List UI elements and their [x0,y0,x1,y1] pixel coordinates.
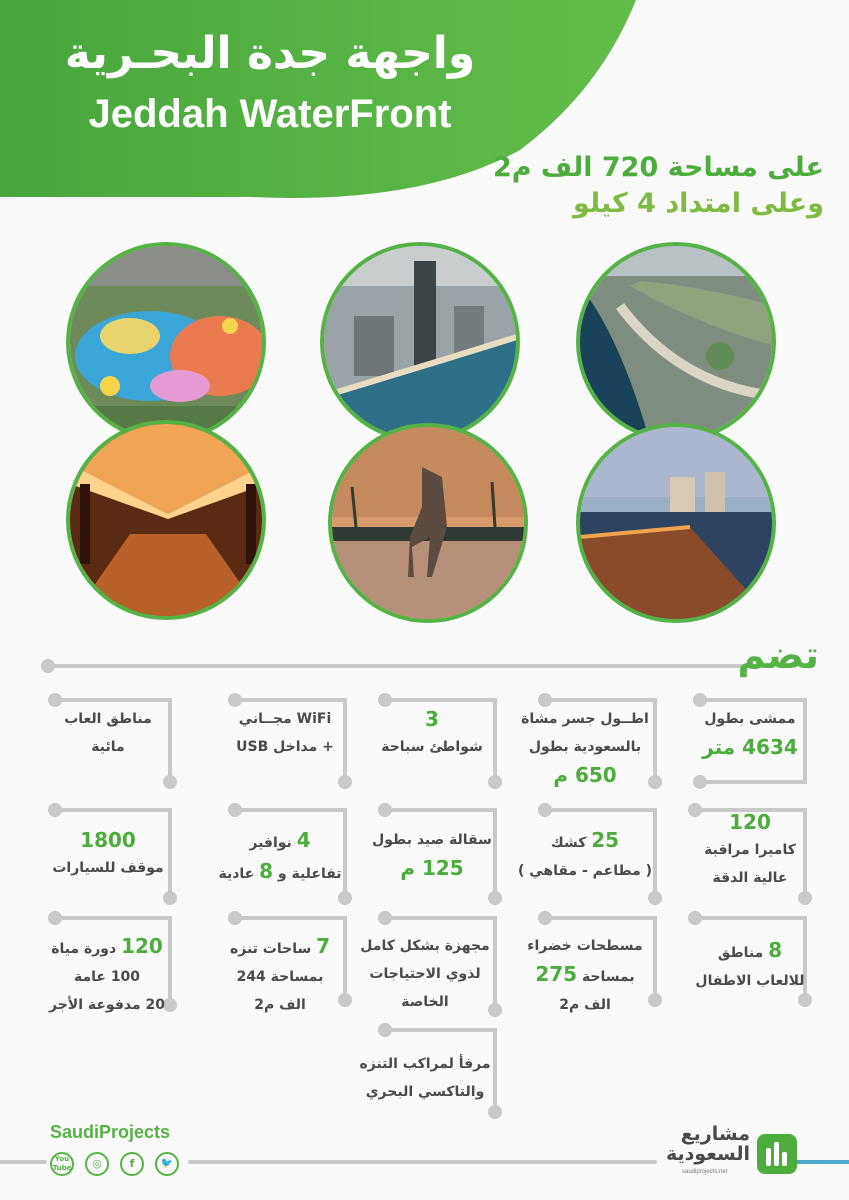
twitter-icon[interactable]: 🐦 [155,1152,179,1176]
feature-fishing [362,826,502,882]
plazas-text-1: ساحات تنزه [229,941,312,957]
accessible-text-2: لذوي الاحتياجات [369,966,481,982]
accessible-text-3: الخاصة [401,994,449,1010]
marina-text-1: مرفأ لمراكب التنزه [359,1056,491,1072]
green-text-2: بمساحة [581,969,635,985]
feature-kiosks [515,826,655,885]
feature-plazas [210,932,350,1019]
logo-icon [757,1134,797,1174]
cameras-text-1: كاميرا مراقبة [704,842,796,858]
feature-bridge [515,705,655,789]
cameras-text-2: عالية الدقة [712,870,788,886]
wifi-text-1: WiFi مجــاني [238,711,332,727]
beaches-num: 3 [425,707,439,731]
kiosks-text-1: كشك [550,835,587,851]
beaches-text: شواطئ سباحة [381,739,483,755]
feature-fountains [210,826,350,888]
kids-num: 8 [768,938,783,962]
logo-line-2: السعودية [665,1143,750,1165]
green-text-3: الف م2 [559,997,611,1013]
feature-cameras [680,808,820,892]
fishing-text: سقالة صيد بطول [372,832,492,848]
feature-parking [38,826,178,882]
parking-text: موقف للسيارات [52,860,164,876]
facebook-icon[interactable]: f [120,1152,144,1176]
feature-kids [680,936,820,995]
logo-line-1: مشاريع [680,1123,750,1145]
accessible-text-1: مجهزة بشكل كامل [360,938,490,954]
water-games-text-1: مناطق العاب [64,711,152,727]
wifi-text-2: + مداخل USB [236,739,334,755]
area-line-2: وعلى امتداد 4 كيلو [573,188,824,219]
kiosks-text-2: ( مطاعم - مقاهي ) [517,863,653,879]
fountains-text-2b: عادية [218,866,255,882]
feature-marina [355,1050,495,1106]
instagram-icon[interactable]: ◎ [85,1152,109,1176]
feature-green [515,932,655,1019]
feature-walkway [680,705,820,761]
youtube-icon[interactable]: You Tube [50,1152,74,1176]
fountains-num-2: 8 [259,859,274,883]
feature-toilets [32,932,182,1019]
fishing-num: 125 م [400,856,464,880]
logo-url: saudiprojects.net [682,1169,728,1175]
green-text-1: مسطحات خضراء [527,938,643,954]
cameras-num: 120 [729,810,771,834]
toilets-num: 120 [121,934,163,958]
logo-text [664,1124,750,1164]
fountains-text-1: نوافير [249,835,292,851]
walkway-text: ممشى بطول [704,711,796,727]
kids-text-1: مناطق [717,945,764,961]
marina-text-2: والتاكسي البحري [365,1084,485,1100]
feature-accessible [355,932,495,1016]
walkway-num: 4634 متر [702,735,798,759]
bridge-num: 650 م [553,763,617,787]
green-num: 275 [535,962,578,986]
feature-water-games [38,705,178,761]
fountains-num-1: 4 [296,828,311,852]
toilets-text-1: دورة مياة [51,941,117,957]
feature-beaches [362,705,502,761]
parking-num: 1800 [80,828,136,852]
toilets-text-2: 100 عامة [73,969,141,985]
feature-wifi [215,705,355,761]
footer-brand[interactable]: SaudiProjects [50,1122,171,1142]
bridge-text-1: اطــول جسر مشاة [521,711,649,727]
section-title: تضم [737,633,819,677]
toilets-text-3: 20 مدفوعة الأجر [48,997,165,1013]
plazas-num: 7 [316,934,331,958]
plazas-text-3: الف م2 [254,997,306,1013]
page-title-arabic: واجهة جدة البحـرية [64,28,476,79]
bridge-text-2: بالسعودية بطول [528,739,642,755]
water-games-text-2: مائية [91,739,125,755]
area-line-1: على مساحة 720 الف م2 [492,152,824,183]
fountains-text-2a: تفاعلية و [277,866,342,882]
kiosks-num: 25 [591,828,620,852]
plazas-text-2: بمساحة 244 [236,969,324,985]
kids-text-2: للالعاب الاطفال [695,973,805,989]
page-title-english: Jeddah WaterFront [88,92,452,136]
